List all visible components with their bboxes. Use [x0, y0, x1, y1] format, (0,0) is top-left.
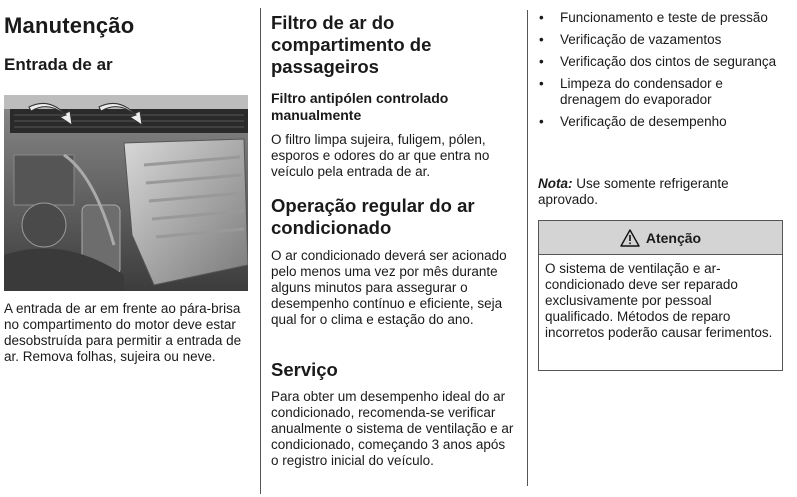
note-paragraph [538, 176, 783, 208]
warning-triangle-icon [620, 229, 640, 247]
bullet-icon: • [539, 32, 544, 47]
warning-header [539, 221, 782, 255]
bullet-icon: • [539, 10, 544, 25]
list-item: • Verificação de vazamentos [539, 32, 722, 47]
engine-compartment-photo [4, 95, 248, 291]
cabin-filter-paragraph: O filtro limpa sujeira, fuligem, pólen, esporos e odores do ar que entra no veículo pela entrada de ar. [271, 132, 490, 179]
column-divider-2 [527, 10, 528, 486]
bullet-icon: • [539, 76, 544, 91]
service-checklist [538, 10, 783, 136]
section-title-cabin-filter: Filtro de ar do compartimento de passageiros [271, 12, 432, 77]
list-item: • Verificação de desempenho [539, 114, 727, 129]
section-title-service: Serviço [271, 359, 338, 380]
list-item: • Limpeza do condensador e drenagem do evaporador [539, 76, 723, 107]
note-text: Use somente refrigerante aprovado. [538, 176, 729, 207]
engine-illustration [4, 95, 248, 291]
ac-operation-paragraph: O ar condicionado deverá ser acionado pelo menos uma vez por mês durante alguns minutos para assegurar o desempenho contínuo e eficiente, seja qual for o clima e estação do ano. [271, 248, 507, 327]
section-title-ac-operation: Operação regular do ar condicionado [271, 195, 475, 238]
service-paragraph: Para obter um desempenho ideal do ar condicionado, recomenda-se verificar anualmente o sistema de ventilação e ar condicionado, começando 3 anos após o registro inicial do veículo. [271, 389, 514, 468]
subsection-title-pollen-filter: Filtro antipólen controlado manualmente [271, 90, 449, 123]
bullet-icon: • [539, 54, 544, 69]
list-item: • Verificação dos cintos de segurança [539, 54, 777, 69]
column-divider-1 [260, 8, 261, 494]
note-label: Nota: [538, 176, 573, 191]
warning-box [538, 220, 783, 371]
section-title-air-intake: Entrada de ar [4, 55, 113, 74]
warning-text: O sistema de ventilação e ar-condicionado deve ser reparado exclusivamente por pessoal qualificado. Métodos de reparo incorretos poderão causar ferimentos. [545, 261, 773, 340]
page-title: Manutenção [4, 13, 135, 38]
warning-title: Atenção [645, 229, 702, 246]
bullet-icon: • [539, 114, 544, 129]
air-intake-paragraph: A entrada de ar em frente ao pára-brisa no compartimento do motor deve estar desobstruída para permitir a entrada de ar. Remova folhas, sujeira ou neve. [4, 301, 242, 364]
list-item: • Funcionamento e teste de pressão [539, 10, 768, 25]
